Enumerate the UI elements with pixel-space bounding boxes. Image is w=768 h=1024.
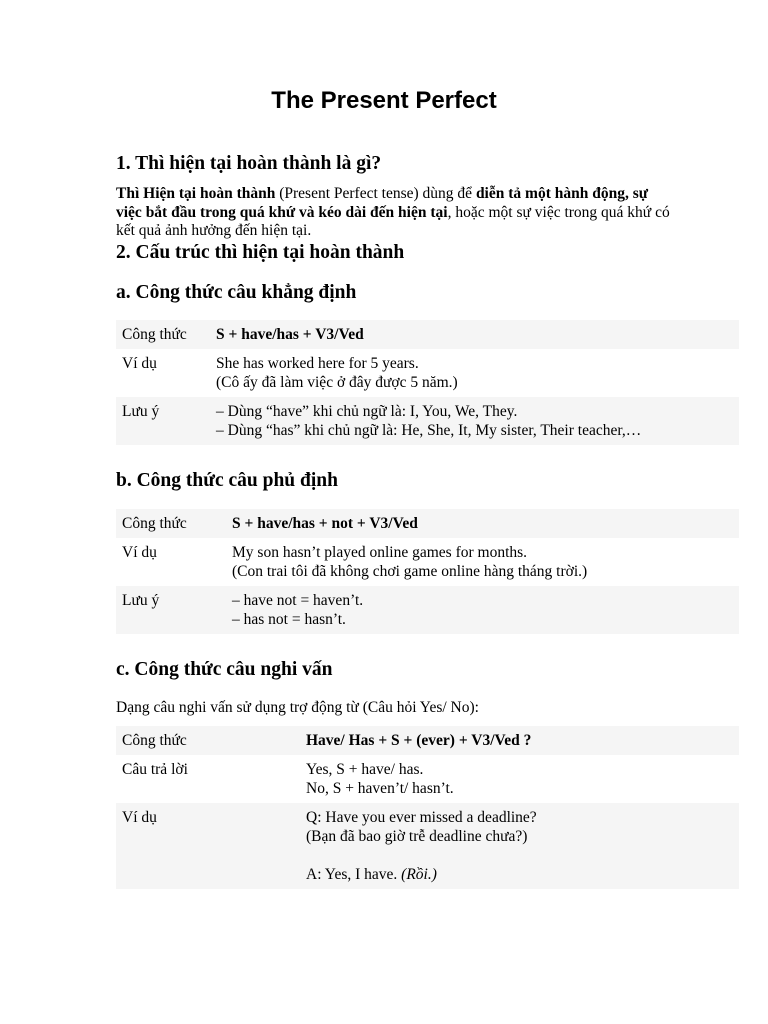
example-line: She has worked here for 5 years.: [216, 355, 419, 372]
table-row: [116, 538, 739, 586]
answer-value: [300, 755, 739, 803]
section-2-heading: 2. Cấu trúc thì hiện tại hoàn thành: [116, 242, 405, 263]
negative-table: [116, 509, 739, 634]
row-label: Câu trả lời: [122, 761, 188, 778]
example-translation: (Cô ấy đã làm việc ở đây được 5 năm.): [216, 374, 458, 391]
example-answer-translation: (Rồi.): [401, 866, 437, 883]
example-answer-text: A: Yes, I have.: [306, 866, 398, 883]
term-bold: Thì Hiện tại hoàn thành: [116, 185, 276, 202]
table-row: [116, 320, 739, 349]
paragraph-text-end: , hoặc một sự việc trong quá khứ có kết quả ảnh hưởng đến hiện tại.: [116, 203, 670, 239]
section-a-heading: a. Công thức câu khẳng định: [116, 282, 357, 303]
section-c-heading: c. Công thức câu nghi vấn: [116, 659, 333, 680]
table-row: [116, 509, 739, 538]
note-value: [210, 397, 739, 445]
note-line: – have not = haven’t.: [232, 592, 364, 609]
table-row: [116, 726, 739, 755]
affirmative-table: [116, 320, 739, 445]
example-question-translation: (Bạn đã bao giờ trễ deadline chưa?): [306, 828, 528, 845]
formula-value: S + have/has + not + V3/Ved: [226, 509, 739, 538]
section-1-heading: 1. Thì hiện tại hoàn thành là gì?: [116, 153, 382, 174]
example-value: [300, 803, 739, 889]
table-row: [116, 755, 739, 803]
interrogative-table: [116, 726, 739, 889]
example-translation: (Con trai tôi đã không chơi game online hàng tháng trời.): [232, 563, 588, 580]
example-question: Q: Have you ever missed a deadline?: [306, 809, 537, 826]
row-label: Công thức: [116, 509, 226, 538]
formula-value: S + have/has + V3/Ved: [210, 320, 739, 349]
example-value: [226, 538, 739, 586]
note-line: – has not = hasn’t.: [232, 611, 346, 628]
row-label: Ví dụ: [122, 544, 157, 561]
answer-line: No, S + haven’t/ hasn’t.: [306, 780, 454, 797]
formula-value: Have/ Has + S + (ever) + V3/Ved ?: [300, 726, 739, 755]
example-value: [210, 349, 739, 397]
table-row: [116, 349, 739, 397]
section-b-heading: b. Công thức câu phủ định: [116, 470, 338, 491]
definition-bold: diễn tả một hành động, sự việc bắt đầu trong quá khứ và kéo dài đến hiện tại: [116, 185, 649, 221]
row-label: Công thức: [116, 726, 300, 755]
paragraph-text: (Present Perfect tense) dùng để: [275, 185, 476, 202]
table-row: [116, 803, 739, 889]
section-c-intro: Dạng câu nghi vấn sử dụng trợ động từ (Câu hỏi Yes/ No):: [116, 699, 479, 716]
note-line: – Dùng “has” khi chủ ngữ là: He, She, It, My sister, Their teacher,…: [216, 422, 642, 439]
blank-line: [306, 846, 733, 865]
row-label: Công thức: [116, 320, 210, 349]
section-1-paragraph: [116, 185, 676, 241]
table-row: [116, 397, 739, 445]
row-label: Ví dụ: [116, 803, 300, 889]
table-row: [116, 586, 739, 634]
note-value: [226, 586, 739, 634]
note-line: – Dùng “have” khi chủ ngữ là: I, You, We, They.: [216, 403, 518, 420]
row-label: Lưu ý: [116, 586, 226, 634]
example-line: My son hasn’t played online games for months.: [232, 544, 528, 561]
answer-line: Yes, S + have/ has.: [306, 761, 424, 778]
row-label: Lưu ý: [116, 397, 210, 445]
page-title: The Present Perfect: [271, 87, 497, 114]
row-label: Ví dụ: [122, 355, 157, 372]
example-answer: [306, 865, 733, 884]
